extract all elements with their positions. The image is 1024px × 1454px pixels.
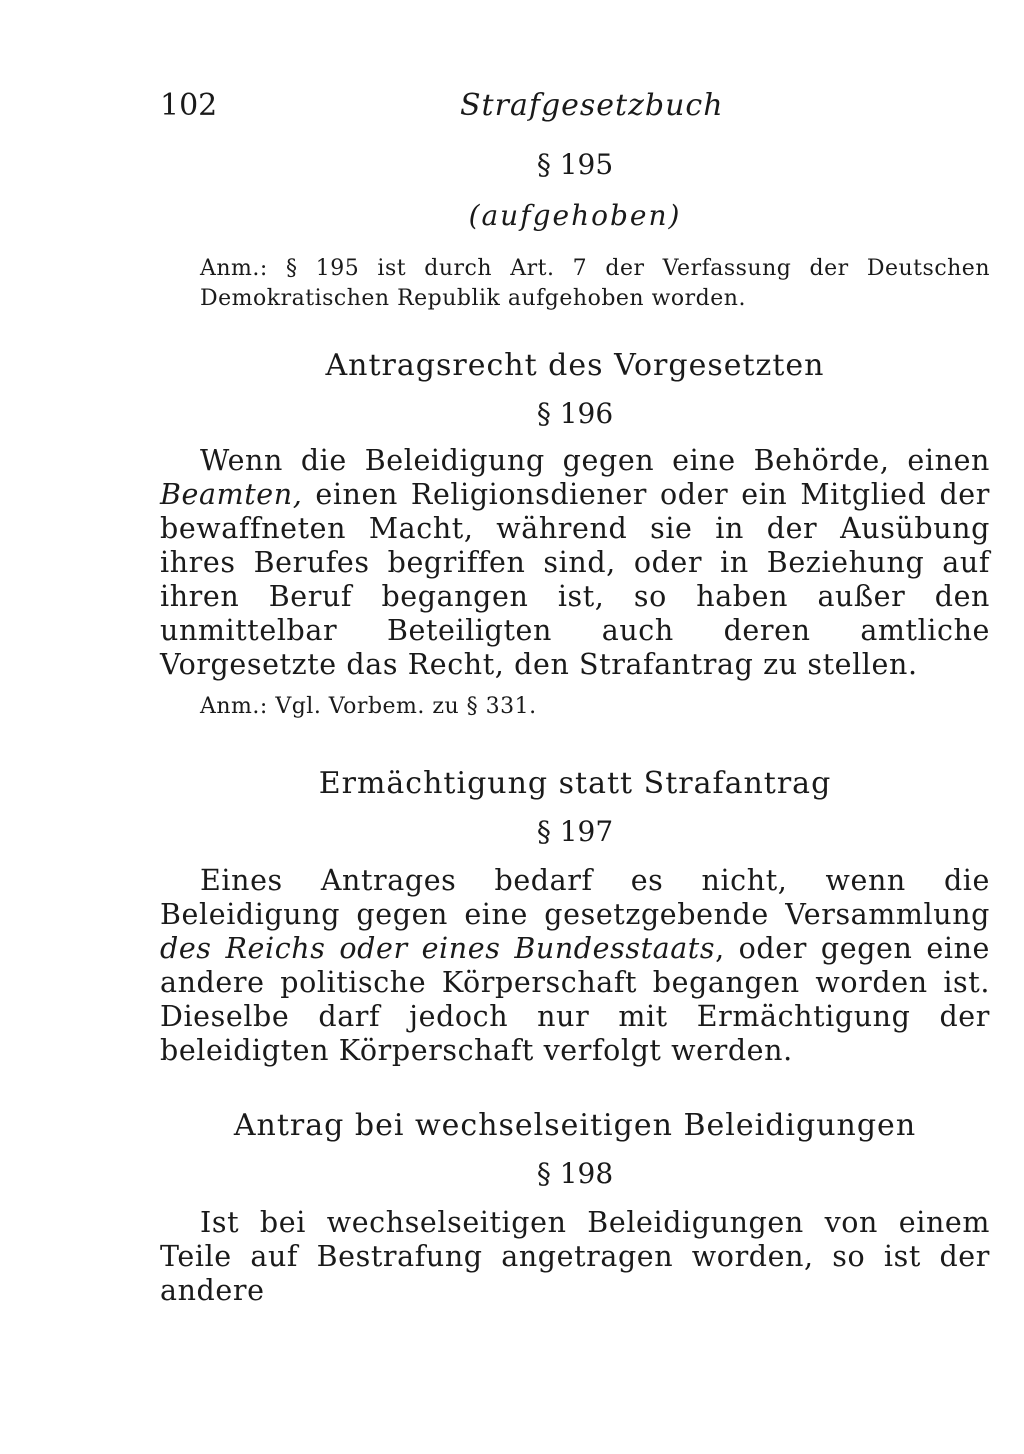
document-page — [160, 80, 990, 1308]
page-header — [160, 80, 990, 130]
section-number-196: § 196 — [536, 397, 614, 430]
note-196: Anm.: Vgl. Vorbem. zu § 331. — [200, 694, 537, 719]
note-195: Anm.: § 195 ist durch Art. 7 der Verfassung der Deutschen Demokratischen Republik aufgehoben worden. — [200, 256, 990, 311]
section-text-197 — [160, 864, 990, 1068]
text-part: einen Religionsdiener oder ein Mitglied der bewaffneten Macht, während sie in der Ausübung ihres Berufes begriffen sind, oder in Beziehung auf ihren Beruf begangen ist, so haben außer den unmittelbar Beteiligten auch deren amtliche Vorgesetzte das Recht, den Strafantrag zu stellen. — [160, 478, 990, 681]
text-part: Eines Antrages bedarf es nicht, wenn die Beleidigung gegen eine gesetzgebende Versammlung — [160, 864, 990, 931]
section-text-198: Ist bei wechselseitigen Beleidigungen von einem Teile auf Bestrafung angetragen worden, so ist der andere — [160, 1206, 990, 1307]
section-197 — [160, 766, 990, 1068]
section-title-197: Ermächtigung statt Strafantrag — [318, 766, 832, 801]
text-part: Wenn die Beleidigung gegen eine Behörde, einen — [200, 444, 990, 477]
section-number-197: § 197 — [536, 815, 614, 848]
section-title-196: Antragsrecht des Vorgesetzten — [325, 348, 825, 383]
section-text-196 — [160, 444, 990, 682]
section-number-195: § 195 — [536, 148, 614, 181]
text-italic: des Reichs oder eines Bundesstaats — [160, 932, 716, 965]
section-title-198: Antrag bei wechselseitigen Beleidigungen — [233, 1108, 917, 1143]
page-number: 102 — [160, 88, 218, 123]
text-part: , oder gegen eine andere politische Körperschaft begangen worden ist. Dieselbe darf jedoch nur mit Ermächtigung der beleidigten Körperschaft verfolgt werden. — [160, 932, 990, 1067]
section-status-195: (aufgehoben) — [468, 199, 682, 232]
section-196 — [160, 348, 990, 722]
section-number-198: § 198 — [536, 1157, 614, 1190]
section-195 — [160, 148, 990, 314]
text-italic: Beamten, — [160, 478, 303, 511]
section-198 — [160, 1108, 990, 1308]
running-title: Strafgesetzbuch — [460, 88, 724, 123]
